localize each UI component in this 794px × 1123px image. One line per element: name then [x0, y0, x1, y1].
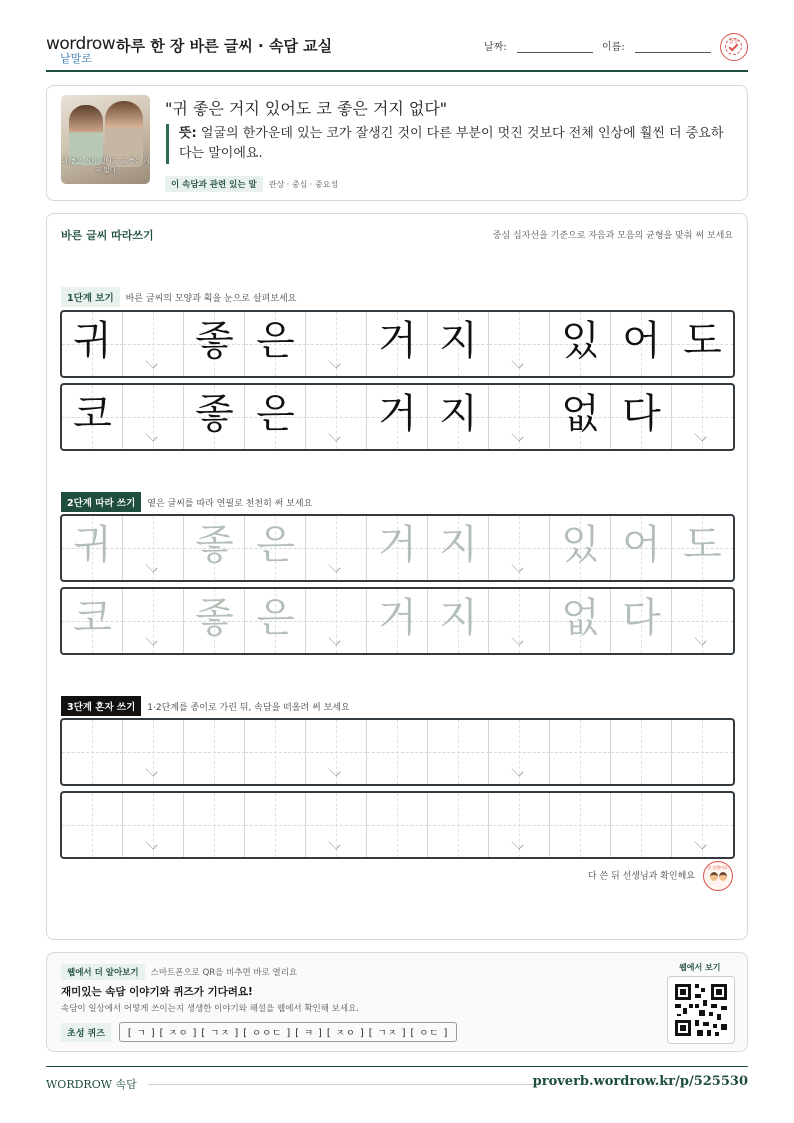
quiz-label: 초성 퀴즈 — [61, 1023, 111, 1042]
grid-cell — [184, 312, 245, 376]
grid-cell — [428, 385, 489, 449]
grid-cell — [245, 385, 306, 449]
stage1-row2 — [60, 383, 735, 451]
check-stamp-icon — [720, 33, 748, 61]
web-desc: 속담이 일상에서 어떻게 쓰이는지 생생한 이야기와 해설을 웹에서 확인해 보세요. — [61, 1004, 359, 1014]
footer-url[interactable]: proverb.wordrow.kr/p/525530 — [532, 1074, 748, 1089]
grid-cell[interactable] — [489, 793, 550, 857]
grid-character: 거 — [378, 522, 417, 568]
grid-cell — [489, 385, 550, 449]
space-mark-icon — [694, 837, 706, 849]
grid-character: 다 — [622, 595, 661, 641]
grid-cell[interactable] — [672, 516, 733, 580]
grid-cell[interactable] — [672, 589, 733, 653]
related-words — [165, 176, 338, 192]
quiz-answer: [ ㄱ ] [ ㅈㅇ ] [ ㄱㅈ ] [ ㅇㅇㄷ ] [ ㅋ ] [ ㅈㅇ ] [ ㄱㅈ ] [ ㅇㄷ ] — [119, 1022, 457, 1042]
grid-cell[interactable] — [428, 720, 489, 784]
qr-code-graphic — [668, 977, 734, 1043]
grid-cell — [62, 385, 123, 449]
grid-cell — [550, 312, 611, 376]
stamp-text: 참잘 — [728, 39, 739, 45]
stage1-header — [61, 287, 296, 307]
good-job-seal-icon — [703, 861, 733, 891]
stage2-row2[interactable] — [60, 587, 735, 655]
grid-character: 지 — [439, 522, 478, 568]
grid-cell[interactable] — [611, 589, 672, 653]
grid-cell — [611, 385, 672, 449]
meaning-label: 뜻: — [179, 126, 197, 141]
grid-cell — [306, 312, 367, 376]
grid-character: 좋 — [195, 318, 234, 364]
grid-cell[interactable] — [550, 516, 611, 580]
space-mark-icon — [511, 560, 523, 572]
grid-cell[interactable] — [123, 793, 184, 857]
date-label: 날짜: — [484, 42, 507, 53]
grid-character: 도 — [683, 522, 722, 568]
grid-character: 은 — [256, 391, 295, 437]
space-mark-icon — [328, 633, 340, 645]
footer-divider — [148, 1084, 538, 1085]
space-mark-icon — [511, 764, 523, 776]
web-tag-desc: 스마트폰으로 QR을 비추면 바로 열리요 — [150, 968, 298, 978]
grid-cell — [123, 385, 184, 449]
grid-cell[interactable] — [184, 793, 245, 857]
chosung-quiz — [61, 1022, 457, 1042]
grid-cell[interactable] — [184, 516, 245, 580]
grid-cell[interactable] — [489, 589, 550, 653]
space-mark-icon — [694, 633, 706, 645]
grid-character: 있 — [561, 522, 600, 568]
grid-character: 지 — [439, 318, 478, 364]
grid-cell[interactable] — [245, 589, 306, 653]
grid-character: 은 — [256, 595, 295, 641]
teacher-check-text: 다 쓴 뒤 선생님과 확인해요 — [587, 871, 695, 882]
grid-cell[interactable] — [550, 793, 611, 857]
space-mark-icon — [328, 837, 340, 849]
grid-cell[interactable] — [428, 516, 489, 580]
grid-cell — [245, 312, 306, 376]
grid-cell[interactable] — [184, 589, 245, 653]
illustration-caption: 귀 좋은 거지 있어도 코 좋은 거지 없다 — [61, 157, 150, 174]
grid-cell — [184, 385, 245, 449]
grid-cell[interactable] — [62, 589, 123, 653]
grid-character: 다 — [622, 391, 661, 437]
grid-character: 귀 — [73, 318, 112, 364]
stage2-header — [61, 492, 312, 512]
grid-cell — [62, 312, 123, 376]
grid-cell[interactable] — [184, 720, 245, 784]
date-field[interactable] — [484, 38, 593, 53]
grid-character: 코 — [73, 391, 112, 437]
grid-cell — [123, 312, 184, 376]
space-mark-icon — [328, 429, 340, 441]
space-mark-icon — [511, 429, 523, 441]
grid-character: 좋 — [195, 391, 234, 437]
grid-cell[interactable] — [672, 793, 733, 857]
grid-cell[interactable] — [62, 516, 123, 580]
grid-cell[interactable] — [367, 589, 428, 653]
stage2-badge: 2단계 따라 쓰기 — [61, 492, 141, 512]
logo-text: wordrow — [46, 34, 116, 54]
web-tag-label: 웹에서 더 알아보기 — [61, 964, 145, 980]
grid-character: 없 — [561, 595, 600, 641]
meaning-text: 얼굴의 한가운데 있는 코가 잘생긴 것이 다른 부분이 멋진 것보다 전체 인상에 훨씬 더 중요하다는 말이에요. — [179, 126, 724, 161]
space-mark-icon — [511, 633, 523, 645]
grid-cell[interactable] — [550, 720, 611, 784]
grid-cell[interactable] — [62, 720, 123, 784]
grid-character: 좋 — [195, 522, 234, 568]
practice-hint: 중심 십자선을 기준으로 자음과 모음의 균형을 맞춰 써 보세요 — [492, 231, 733, 241]
teacher-check — [588, 861, 733, 891]
grid-cell[interactable] — [123, 516, 184, 580]
grid-cell[interactable] — [367, 793, 428, 857]
proverb-meaning — [166, 124, 726, 164]
grid-character: 있 — [561, 318, 600, 364]
grid-cell[interactable] — [489, 720, 550, 784]
grid-cell — [367, 385, 428, 449]
grid-character: 지 — [439, 391, 478, 437]
proverb-card — [46, 85, 748, 201]
grid-cell[interactable] — [245, 516, 306, 580]
grid-cell — [672, 312, 733, 376]
grid-character: 어 — [622, 522, 661, 568]
stage2-desc: 옅은 글씨를 따라 연필로 천천히 써 보세요 — [147, 499, 313, 509]
grid-character: 코 — [73, 595, 112, 641]
grid-character: 지 — [439, 595, 478, 641]
grid-character: 은 — [256, 318, 295, 364]
grid-cell — [306, 385, 367, 449]
stage1-badge: 1단계 보기 — [61, 287, 120, 307]
grid-cell[interactable] — [611, 793, 672, 857]
space-mark-icon — [694, 429, 706, 441]
grid-cell[interactable] — [672, 720, 733, 784]
grid-cell[interactable] — [367, 516, 428, 580]
related-list: 관상 · 중심 · 중요성 — [268, 180, 339, 189]
grid-cell — [367, 312, 428, 376]
page-header — [46, 28, 748, 72]
grid-character: 좋 — [195, 595, 234, 641]
stage2-row1[interactable] — [60, 514, 735, 582]
grid-character: 도 — [683, 318, 722, 364]
name-field[interactable] — [602, 38, 711, 53]
grid-cell[interactable] — [306, 589, 367, 653]
grid-cell[interactable] — [611, 516, 672, 580]
grid-cell — [550, 385, 611, 449]
date-line[interactable] — [517, 43, 593, 53]
grid-character: 은 — [256, 522, 295, 568]
stage3-desc: 1·2단계를 종이로 가린 뒤, 속담을 떠올려 써 보세요 — [147, 703, 350, 713]
logo-subtext: 낱말로 — [60, 52, 92, 65]
space-mark-icon — [328, 356, 340, 368]
stage3-badge: 3단계 혼자 쓰기 — [61, 696, 141, 716]
page-title: 하루 한 장 바른 글씨 · 속담 교실 — [116, 37, 333, 55]
grid-character: 거 — [378, 318, 417, 364]
footer-brand: WORDROW 속담 — [46, 1078, 137, 1091]
space-mark-icon — [145, 429, 157, 441]
qr-code-icon[interactable] — [667, 976, 735, 1044]
proverb-quote: "귀 좋은 거지 있어도 코 좋은 거지 없다" — [165, 99, 448, 118]
grid-cell[interactable] — [550, 589, 611, 653]
grid-cell[interactable] — [306, 720, 367, 784]
seal-text: 참 잘했어요 — [707, 865, 728, 870]
grid-character: 귀 — [73, 522, 112, 568]
grid-cell — [672, 385, 733, 449]
space-mark-icon — [328, 764, 340, 776]
space-mark-icon — [511, 837, 523, 849]
grid-cell[interactable] — [367, 720, 428, 784]
grid-cell[interactable] — [123, 589, 184, 653]
web-tag — [61, 964, 297, 980]
grid-cell[interactable] — [245, 793, 306, 857]
name-line[interactable] — [635, 43, 711, 53]
space-mark-icon — [145, 633, 157, 645]
grid-cell[interactable] — [306, 793, 367, 857]
grid-character: 어 — [622, 318, 661, 364]
space-mark-icon — [328, 560, 340, 572]
grid-cell[interactable] — [611, 720, 672, 784]
space-mark-icon — [145, 356, 157, 368]
web-title: 재미있는 속담 이야기와 퀴즈가 기다려요! — [61, 986, 253, 998]
grid-character: 거 — [378, 391, 417, 437]
stage3-row1[interactable] — [60, 718, 735, 786]
grid-character: 거 — [378, 595, 417, 641]
related-label: 이 속담과 관련 있는 말 — [165, 176, 263, 192]
grid-cell[interactable] — [306, 516, 367, 580]
space-mark-icon — [145, 560, 157, 572]
qr-label: 웹에서 보기 — [679, 963, 721, 972]
space-mark-icon — [145, 837, 157, 849]
stage1-row1 — [60, 310, 735, 378]
grid-cell — [611, 312, 672, 376]
web-section — [46, 952, 748, 1052]
grid-cell[interactable] — [428, 793, 489, 857]
grid-cell[interactable] — [428, 589, 489, 653]
page-footer — [46, 1066, 748, 1091]
grid-cell[interactable] — [62, 793, 123, 857]
grid-cell — [489, 312, 550, 376]
name-label: 이름: — [602, 42, 625, 53]
stage1-desc: 바른 글씨의 모양과 획을 눈으로 살펴보세요 — [125, 294, 297, 304]
grid-cell — [428, 312, 489, 376]
space-mark-icon — [145, 764, 157, 776]
stage3-header — [61, 696, 350, 716]
grid-character: 없 — [561, 391, 600, 437]
grid-cell[interactable] — [123, 720, 184, 784]
grid-cell[interactable] — [245, 720, 306, 784]
grid-cell[interactable] — [489, 516, 550, 580]
practice-section — [46, 213, 748, 940]
stage3-row2[interactable] — [60, 791, 735, 859]
practice-title: 바른 글씨 따라쓰기 — [61, 229, 154, 242]
space-mark-icon — [511, 356, 523, 368]
proverb-illustration — [61, 95, 150, 184]
